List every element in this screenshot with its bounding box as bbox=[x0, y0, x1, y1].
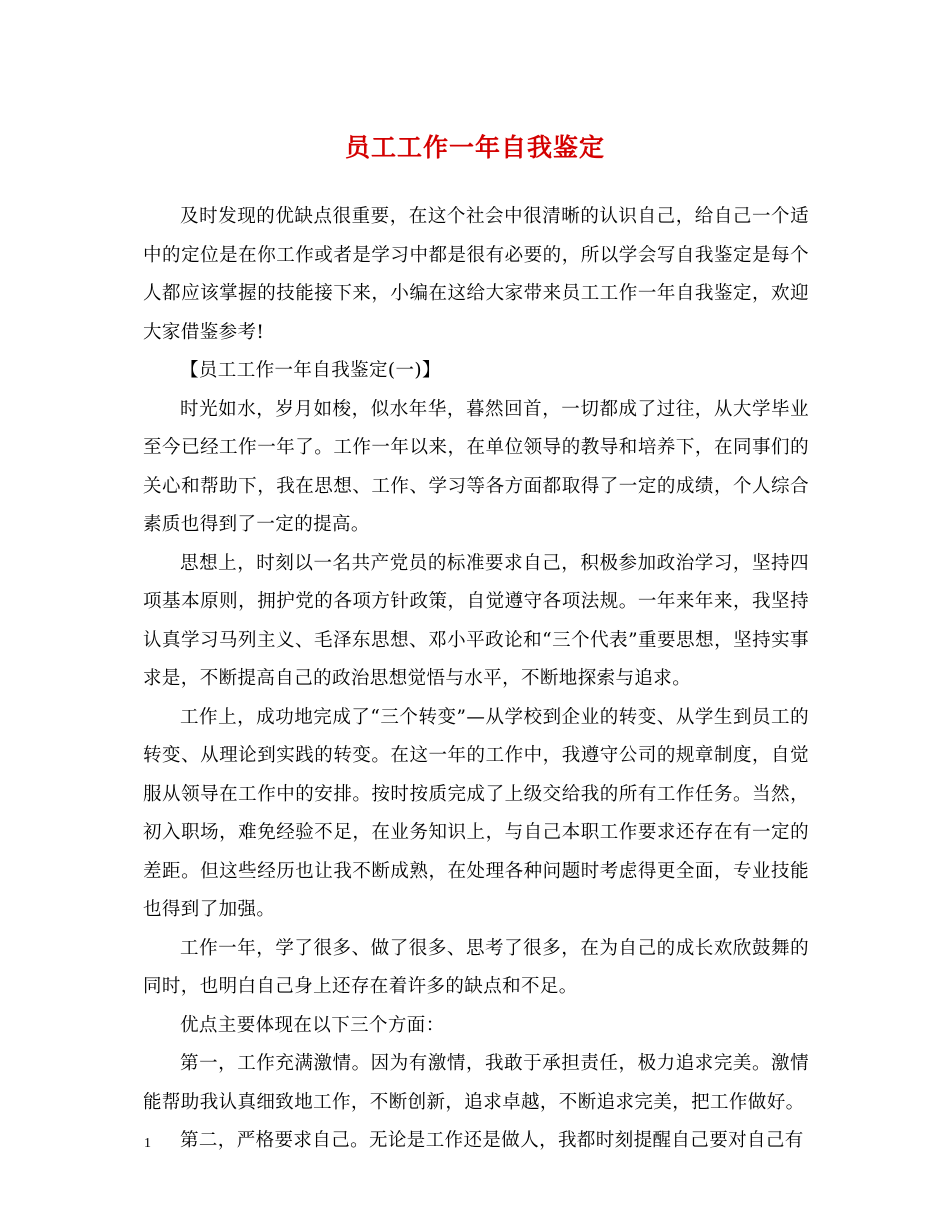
paragraph-time: 时光如水，岁月如梭，似水年华，暮然回首，一切都成了过往，从大学毕业至今已经工作一年了。工作一年以来，在单位领导的教导和培养下，在同事们的关心和帮助下，我在思想、工作、学习等各方面都取得了一定的成绩，个人综合素质也得到了一定的提高。 bbox=[143, 398, 809, 535]
document-body bbox=[143, 198, 809, 1161]
page-number: 1 bbox=[144, 1136, 151, 1151]
paragraph-intro: 及时发现的优缺点很重要，在这个社会中很清晰的认识自己，给自己一个适中的定位是在你工作或者是学习中都是很有必要的，所以学会写自我鉴定是每个人都应该掌握的技能接下来，小编在这给大家带来员工工作一年自我鉴定，欢迎大家借鉴参考! bbox=[143, 206, 809, 343]
paragraph-summary: 工作一年，学了很多、做了很多、思考了很多，在为自己的成长欢欣鼓舞的同时，也明白自己身上还存在着许多的缺点和不足。 bbox=[143, 937, 809, 997]
paragraph-strength-two: 第二，严格要求自己。无论是工作还是做人，我都时刻提醒自己要对自己有 bbox=[180, 1130, 804, 1151]
paragraph-thought: 思想上，时刻以一名共产党员的标准要求自己，积极参加政治学习，坚持四项基本原则，拥护党的各项方针政策，自觉遵守各项法规。一年来年来，我坚持认真学习马列主义、毛泽东思想、邓小平政论和“三个代表”重要思想，坚持实事求是，不断提高自己的政治思想觉悟与水平，不断地探索与追求。 bbox=[143, 552, 809, 689]
paragraph-strengths-intro: 优点主要体现在以下三个方面： bbox=[180, 1014, 445, 1036]
section-heading: 【员工工作一年自我鉴定(一)】 bbox=[180, 360, 441, 381]
paragraph-work: 工作上，成功地完成了“三个转变”—从学校到企业的转变、从学生到员工的转变、从理论到实践的转变。在这一年的工作中，我遵守公司的规章制度，自觉服从领导在工作中的安排。按时按质完成了上级交给我的所有工作任务。当然，初入职场，难免经验不足，在业务知识上，与自己本职工作要求还存在有一定的差距。但这些经历也让我不断成熟，在处理各种问题时考虑得更全面，专业技能也得到了加强。 bbox=[143, 706, 809, 920]
paragraph-strength-one: 第一，工作充满激情。因为有激情，我敢于承担责任，极力追求完美。激情能帮助我认真细致地工作，不断创新，追求卓越，不断追求完美，把工作做好。 bbox=[143, 1053, 809, 1113]
document-title: 员工工作一年自我鉴定 bbox=[344, 133, 605, 162]
